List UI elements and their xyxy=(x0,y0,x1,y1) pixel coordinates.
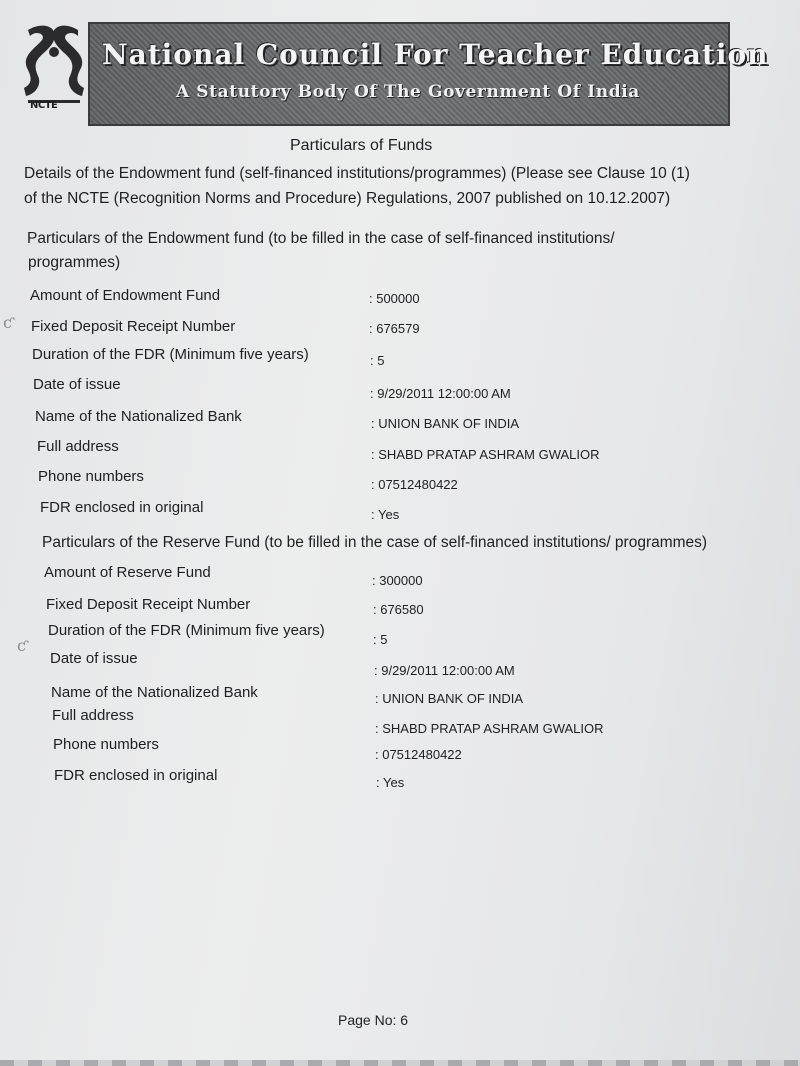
endowment-value: : 9/29/2011 12:00:00 AM xyxy=(370,386,511,401)
reserve-value: : 676580 xyxy=(373,602,424,617)
reserve-label: Duration of the FDR (Minimum five years) xyxy=(48,622,325,639)
reserve-heading: Particulars of the Reserve Fund (to be filled in the case of self-financed institutions/ programmes) xyxy=(42,534,708,551)
reserve-value: : 5 xyxy=(373,632,388,647)
banner-title: National Council For Teacher Education xyxy=(102,38,769,71)
endowment-value: : UNION BANK OF INDIA xyxy=(371,416,520,431)
banner-subtitle: A Statutory Body Of The Government Of India xyxy=(176,82,640,102)
endowment-value: : Yes xyxy=(371,507,400,522)
reserve-label: FDR enclosed in original xyxy=(54,767,218,784)
reserve-label: Date of issue xyxy=(50,650,138,667)
endowment-value: : 5 xyxy=(370,353,385,368)
page-title: Particulars of Funds xyxy=(290,137,433,154)
reserve-label: Name of the Nationalized Bank xyxy=(51,684,258,701)
endowment-heading-1: Particulars of the Endowment fund (to be filled in the case of self-financed institutions/ xyxy=(27,230,615,247)
endowment-heading-2: programmes) xyxy=(28,254,121,271)
intro-line-2: of the NCTE (Recognition Norms and Procedure) Regulations, 2007 published on 10.12.2007) xyxy=(24,190,671,207)
endowment-label: Amount of Endowment Fund xyxy=(30,287,221,304)
endowment-value: : 500000 xyxy=(369,291,420,306)
logo-caption: NCTE xyxy=(30,100,58,111)
intro-line-1: Details of the Endowment fund (self-financed institutions/programmes) (Please see Clause 10 (1) xyxy=(24,165,690,182)
reserve-value: : 300000 xyxy=(372,573,423,588)
tick-mark-icon: ƈ xyxy=(3,313,12,332)
endowment-label: Date of issue xyxy=(33,376,121,393)
reserve-value: : UNION BANK OF INDIA xyxy=(375,691,524,706)
header-banner xyxy=(88,22,769,126)
endowment-value: : 07512480422 xyxy=(371,477,458,492)
reserve-value: : SHABD PRATAP ASHRAM GWALIOR xyxy=(375,721,604,736)
reserve-label: Full address xyxy=(52,707,134,724)
reserve-value: : 07512480422 xyxy=(375,747,462,762)
endowment-value: : 676579 xyxy=(369,321,420,336)
endowment-label: Duration of the FDR (Minimum five years) xyxy=(32,346,309,363)
reserve-value: : Yes xyxy=(376,775,405,790)
endowment-label: Fixed Deposit Receipt Number xyxy=(31,318,236,335)
page-edge xyxy=(0,1060,800,1066)
endowment-label: Full address xyxy=(37,438,119,455)
endowment-label: Name of the Nationalized Bank xyxy=(35,408,242,425)
reserve-label: Fixed Deposit Receipt Number xyxy=(46,596,251,613)
endowment-label: Phone numbers xyxy=(38,468,144,485)
reserve-label: Phone numbers xyxy=(53,736,159,753)
reserve-label: Amount of Reserve Fund xyxy=(44,564,211,581)
page-number: Page No: 6 xyxy=(338,1012,409,1028)
reserve-value: : 9/29/2011 12:00:00 AM xyxy=(374,663,515,678)
endowment-value: : SHABD PRATAP ASHRAM GWALIOR xyxy=(371,447,600,462)
tick-mark-icon: ƈ xyxy=(17,636,26,655)
endowment-label: FDR enclosed in original xyxy=(40,499,204,516)
